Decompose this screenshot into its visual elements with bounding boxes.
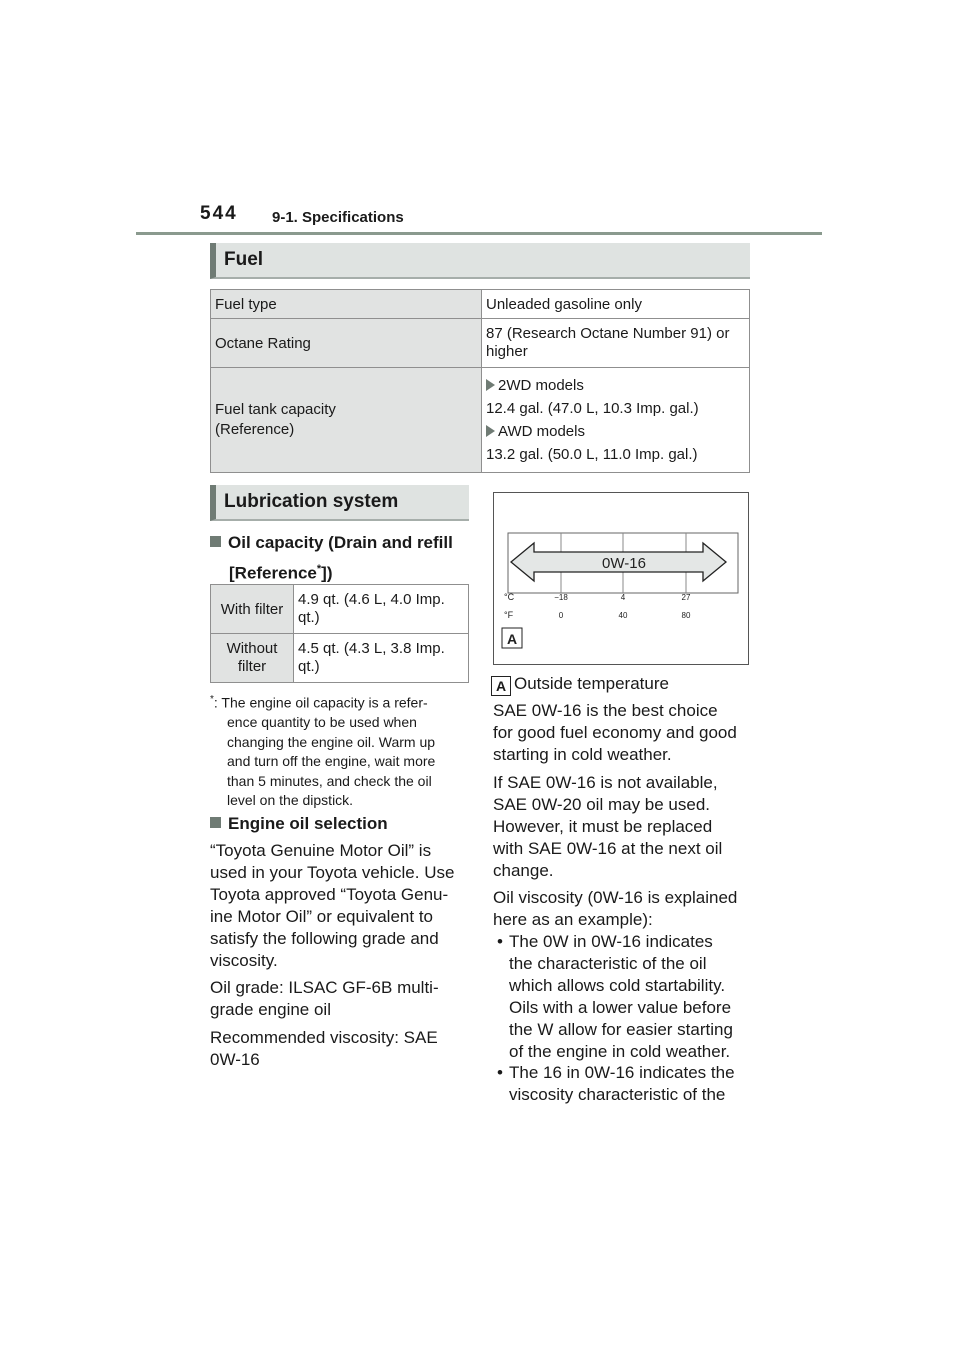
without-filter-label <box>211 634 294 683</box>
text-line: which allows cold startability. <box>509 976 726 995</box>
text-line: However, it must be replaced <box>493 817 713 836</box>
capacity-awd: 13.2 gal. (50.0 L, 11.0 Imp. gal.) <box>486 446 698 463</box>
text-line: 0W-16 <box>210 1050 260 1069</box>
footnote-line: level on the dipstick. <box>227 792 354 809</box>
text-line: Oils with a lower value before <box>509 998 732 1017</box>
footnote-line: and turn off the engine, wait more <box>227 753 436 770</box>
footnote-star: * <box>210 694 214 705</box>
viscosity-bullet-1 <box>493 931 763 1063</box>
viscosity-chart-svg <box>494 493 748 664</box>
oil-capacity-title <box>210 529 472 587</box>
text-line: here as an example): <box>493 910 653 929</box>
fahrenheit-unit: °F <box>504 610 514 620</box>
recommended-viscosity-paragraph <box>210 1027 475 1071</box>
footnote-line: ence quantity to be used when <box>227 714 417 731</box>
text-line: with SAE 0W-16 at the next oil <box>493 839 723 858</box>
triangle-bullet-icon <box>486 425 495 437</box>
fahrenheit-tick-label: 40 <box>618 611 628 620</box>
fahrenheit-tick-label: 80 <box>681 611 691 620</box>
celsius-tick-label: −18 <box>554 593 568 602</box>
bullet-icon: • <box>497 932 503 951</box>
square-bullet-icon <box>210 536 221 547</box>
footnote-line: changing the engine oil. Warm up <box>227 733 436 750</box>
engine-oil-selection-title <box>210 814 388 834</box>
text-line: the W allow for easier starting <box>509 1020 733 1039</box>
octane-rating-label: Octane Rating <box>211 319 482 368</box>
text-line: of the engine in cold weather. <box>509 1042 731 1061</box>
without-filter-value: 4.5 qt. (4.3 L, 3.8 Imp. qt.) <box>294 634 469 683</box>
legend-text: Outside temperature <box>514 674 669 693</box>
model-awd-label: AWD models <box>498 423 585 440</box>
text-line: for good fuel economy and good <box>493 723 737 742</box>
capacity-2wd: 12.4 gal. (47.0 L, 10.3 Imp. gal.) <box>486 400 699 417</box>
text-line: Recommended viscosity: SAE <box>210 1028 438 1047</box>
without-filter-label-line1: Without <box>226 640 278 657</box>
celsius-unit: °C <box>504 592 515 602</box>
text-line: The 16 in 0W-16 indicates the <box>509 1063 735 1082</box>
fuel-type-label: Fuel type <box>211 290 482 319</box>
octane-rating-value: 87 (Research Octane Number 91) or higher <box>482 319 750 368</box>
footnote-line: : The engine oil capacity is a refer- <box>213 694 428 711</box>
header-divider <box>136 232 822 235</box>
oil-capacity-title-line2: [Reference <box>229 563 317 583</box>
text-line: Oil viscosity (0W-16 is explained <box>493 888 738 907</box>
fuel-tank-label-line2: (Reference) <box>215 421 295 438</box>
lubrication-heading-text: Lubrication system <box>224 491 399 512</box>
text-line: ine Motor Oil” or equivalent to <box>210 907 433 926</box>
fuel-tank-label <box>211 368 482 473</box>
fuel-tank-label-line1: Fuel tank capacity <box>215 401 336 418</box>
text-line: viscosity characteristic of the <box>509 1085 726 1104</box>
model-2wd <box>486 377 745 394</box>
fuel-type-value: Unleaded gasoline only <box>482 290 750 319</box>
triangle-bullet-icon <box>486 379 495 391</box>
text-line: change. <box>493 861 554 880</box>
engine-oil-selection-text: Engine oil selection <box>228 814 388 833</box>
oil-capacity-title-line1: Oil capacity (Drain and refill <box>228 533 453 552</box>
with-filter-label: With filter <box>211 585 294 634</box>
text-line: starting in cold weather. <box>493 745 672 764</box>
table-row <box>211 585 469 634</box>
text-line: SAE 0W-20 oil may be used. <box>493 795 711 814</box>
celsius-tick-label: 4 <box>620 593 626 602</box>
model-2wd-label: 2WD models <box>498 377 584 394</box>
fuel-tank-value <box>482 368 750 473</box>
footnote-line: than 5 minutes, and check the oil <box>227 772 432 789</box>
text-line: used in your Toyota vehicle. Use <box>210 863 455 882</box>
viscosity-paragraph-3 <box>493 887 763 931</box>
square-bullet-icon <box>210 817 221 828</box>
engine-oil-paragraph-1 <box>210 840 475 972</box>
text-line: The 0W in 0W-16 indicates <box>509 932 713 951</box>
celsius-tick-label: 27 <box>681 593 691 602</box>
oil-grade-paragraph <box>210 977 475 1021</box>
oil-grade-label: 0W-16 <box>602 555 646 572</box>
fuel-table <box>210 289 750 473</box>
fahrenheit-tick-label: 0 <box>558 611 564 620</box>
diagram-legend <box>491 673 761 696</box>
viscosity-paragraph-2 <box>493 772 763 882</box>
footnote-marker: * <box>316 563 322 575</box>
text-line: Toyota approved “Toyota Genu- <box>210 885 449 904</box>
bullet-icon: • <box>497 1063 503 1082</box>
lubrication-heading <box>210 485 469 521</box>
table-row <box>211 634 469 683</box>
text-line: the characteristic of the oil <box>509 954 707 973</box>
fuel-heading <box>210 243 750 279</box>
oil-capacity-title-close: ]) <box>321 563 333 583</box>
page-number: 544 <box>200 203 238 224</box>
model-awd <box>486 423 745 440</box>
text-line: If SAE 0W-16 is not available, <box>493 773 718 792</box>
with-filter-value: 4.9 qt. (4.6 L, 4.0 Imp. qt.) <box>294 585 469 634</box>
fuel-heading-text: Fuel <box>224 249 264 270</box>
chapter-title: 9-1. Specifications <box>272 209 404 226</box>
text-line: SAE 0W-16 is the best choice <box>493 701 718 720</box>
oil-capacity-footnote <box>210 690 472 811</box>
table-row <box>211 290 750 319</box>
without-filter-label-line2: filter <box>237 658 267 675</box>
viscosity-paragraph-1 <box>493 700 763 766</box>
table-row <box>211 319 750 368</box>
oil-capacity-table <box>210 584 469 683</box>
text-line: satisfy the following grade and <box>210 929 439 948</box>
callout-label: A <box>506 631 518 647</box>
oil-viscosity-temperature-diagram <box>493 492 749 665</box>
text-line: “Toyota Genuine Motor Oil” is <box>210 841 432 860</box>
text-line: grade engine oil <box>210 1000 331 1019</box>
table-row <box>211 368 750 473</box>
viscosity-bullet-2 <box>493 1062 763 1106</box>
text-line: Oil grade: ILSAC GF-6B multi- <box>210 978 439 997</box>
text-line: viscosity. <box>210 951 278 970</box>
legend-key-box: A <box>491 676 511 696</box>
